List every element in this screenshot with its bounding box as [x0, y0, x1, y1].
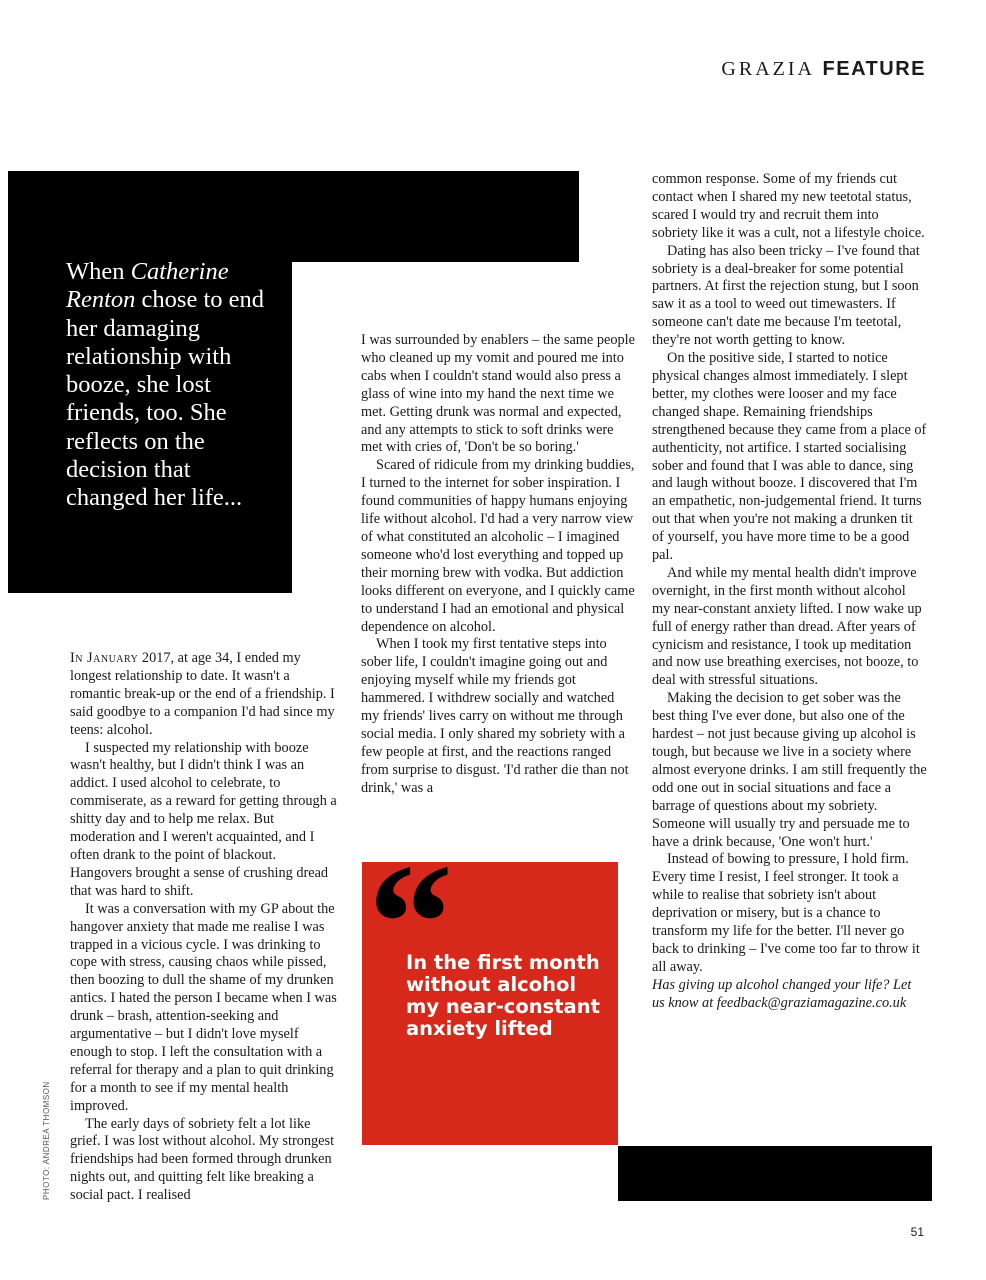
bottom-black-bar [618, 1146, 932, 1201]
pullquote-text: In the first month without alcohol my near-constant anxiety lifted [406, 951, 600, 1040]
body-paragraph: I was surrounded by enablers – the same people who cleaned up my vomit and poured me into cabs when I couldn't stand would also press a glass of wine into my hand the next time we met. Getting drunk was normal and expected, and any attempts to stick to soft drinks were met with cries of, 'Don't be so boring.' [361, 332, 635, 456]
author-name: Catherine Renton [66, 258, 229, 314]
body-paragraph: And while my mental health didn't improve overnight, in the first month without alcohol my near-constant anxiety lifted. I now wake up full of energy rather than dread. After years of cynicism and resistance, I took up meditation and now use breathing exercises, not booze, to deal with stressful situations. [652, 564, 922, 689]
lead-paragraph [70, 650, 340, 740]
body-paragraph: common response. Some of my friends cut contact when I shared my new teetotal status, scared I would try and recruit them into sobriety like it was a cult, not a lifestyle choice. [652, 171, 925, 241]
body-paragraph: Instead of bowing to pressure, I hold firm. Every time I resist, I feel stronger. It took a while to realise that sobriety isn't about deprivation or misery, but is a chance to transform my life for the better. I'll never go back to drinking – I've come too far to throw it all away. [652, 851, 920, 975]
intro-part1: When [66, 258, 131, 285]
page-header [721, 58, 926, 81]
intro-part2: chose to end her damaging relationship with booze, she lost friends, too. She reflects on the decision that changed her life... [66, 286, 264, 512]
body-paragraph: The early days of sobriety felt a lot like grief. I was lost without alcohol. My strongest friendships had been formed through drunken nights out, and quitting felt like breaking a social pact. I realised [70, 1115, 335, 1204]
body-paragraph: I suspected my relationship with booze wasn't healthy, but I didn't think I was an addict. I used alcohol to celebrate, to commiserate, as a reward for getting through a shitty day and to help me relax. But moderation and I weren't acquainted, and I often drank to the point of blackout. Hangovers brought a sense of crushing dread that was hard to shift. [70, 739, 337, 899]
quote-mark-icon: “ [368, 829, 453, 1017]
magazine-brand: GRAZIA [721, 58, 815, 80]
closing-call-to-action: Has giving up alcohol changed your life? Let us know at feedback@graziamagazine.co.uk [652, 976, 912, 1011]
body-paragraph: Dating has also been tricky – I've found that sobriety is a deal-breaker for some potential partners. At first the rejection stung, but I soon saw it as a tool to weed out timewasters. If someone can't date me because I'm teetotal, they're not worth getting to know. [652, 242, 920, 349]
top-black-bar [8, 171, 579, 262]
section-label: FEATURE [822, 58, 926, 80]
lead-text: 2017, at age 34, I ended my longest relationship to date. It wasn't a romantic break-up or the end of a friendship. I said goodbye to a companion I'd had since my teens: alcohol. [70, 650, 335, 738]
article-column-2 [361, 332, 636, 798]
body-paragraph: When I took my first tentative steps into sober life, I couldn't imagine going out and enjoying myself while my friends got hammered. I withdrew socially and watched my friends' lives carry on without me through social media. I only shared my sobriety with a few people at first, and the reactions ranged from surprise to disgust. 'I'd rather die than not drink,' was a [361, 636, 629, 796]
article-column-1 [70, 650, 340, 1205]
body-paragraph: Scared of ridicule from my drinking buddies, I turned to the internet for sober inspiration. I found communities of happy humans enjoying life without alcohol. I'd had a very narrow view of what constituted an alcoholic – I imagined someone who'd lost everything and topped up their morning brew with vodka. But addiction looks different on everyone, and I quickly came to understand I had an emotional and physical dependence on alcohol. [361, 457, 635, 635]
lead-in: In January [70, 650, 139, 666]
page-number: 51 [910, 1225, 924, 1239]
article-column-3 [652, 171, 927, 1013]
photo-credit: PHOTO: ANDREA THOMSON [42, 1081, 51, 1200]
body-paragraph: Making the decision to get sober was the best thing I've ever done, but also one of the hardest – not just because giving up alcohol is tough, but because we live in a society where almost everyone drinks. I am still frequently the odd one out in social situations and face a barrage of questions about my sobriety. Someone will usually try and persuade me to have a drink because, 'One won't hurt.' [652, 690, 927, 850]
body-paragraph: On the positive side, I started to notice physical changes almost immediately. I slept better, my clothes were looser and my face changed shape. Remaining friendships strengthened because they came from a place of authenticity, not artifice. I started socialising sober and found that I was able to dance, sing and laugh without booze. I discovered that I'm an empathetic, non-judgemental friend. It turns out that when you're not making a drunken tit of yourself, you have more time to be a good pal. [652, 350, 927, 564]
body-paragraph: It was a conversation with my GP about the hangover anxiety that made me realise I was trapped in a vicious cycle. I was drinking to cope with stress, causing chaos while pissed, then boozing to dull the shame of my drunken antics. I hated the person I became when I was drunk – brash, attention-seeking and argumentative – but I didn't love myself enough to stop. I left the consultation with a referral for therapy and a plan to quit drinking for a month to see if my mental health improved. [70, 900, 337, 1114]
intro-standfirst [66, 258, 271, 513]
